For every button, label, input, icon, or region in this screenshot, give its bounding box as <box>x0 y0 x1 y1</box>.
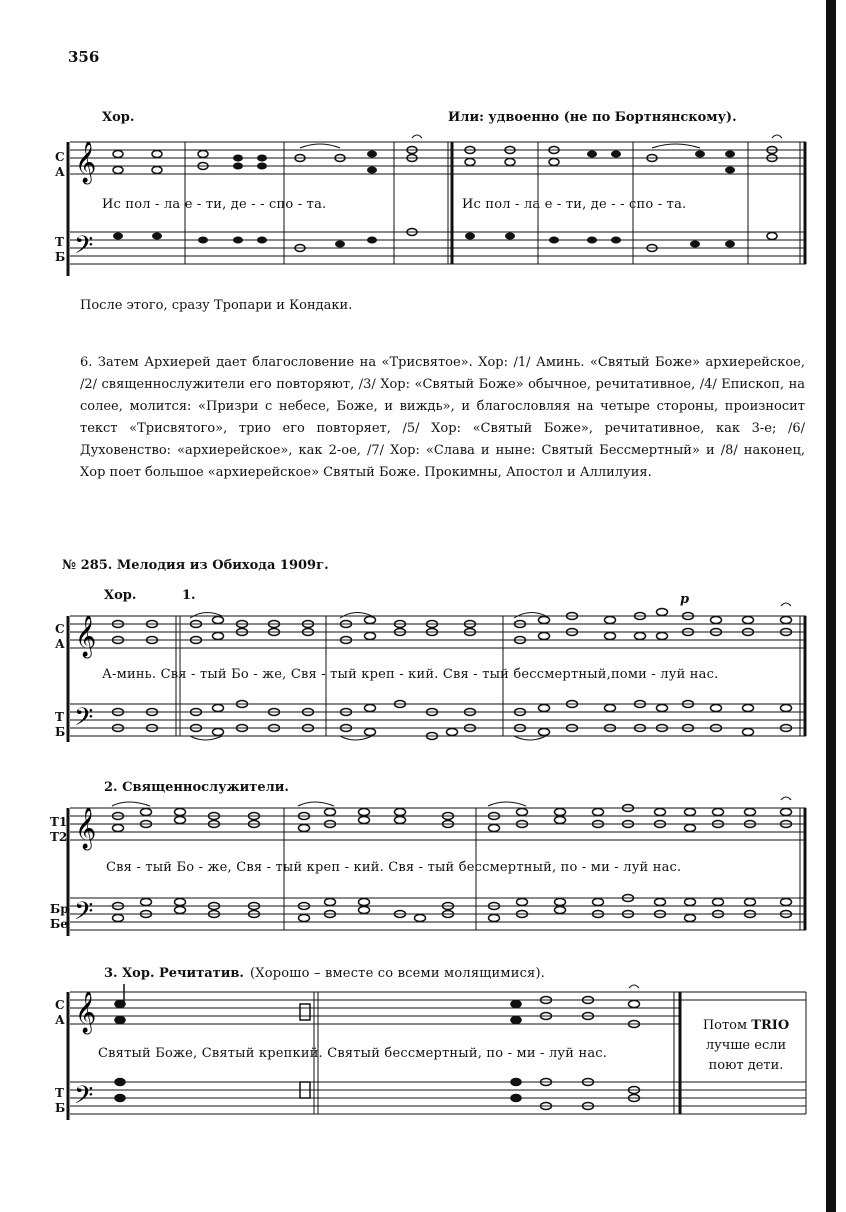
dynamic-marking: p <box>680 592 690 607</box>
trio-note-line1-text: Потом <box>702 1018 752 1033</box>
no285-part-num: 1. <box>182 588 196 603</box>
voice-label-soprano: С <box>55 150 65 164</box>
paragraph-6: 6. Затем Архиерей дает благословение на «Трисвятое». Хор: /1/ Аминь. «Святый Боже» архиерейское, /2/ священнослужители его повторяют, /3/ Хор: «Святый Боже» обычное, речитативное, /4/ Епископ, на солее, молится: «Призри с небесе, Боже, и виждь», и благословляя на четыре стороны, произносит текст «Трисвятого», трио его повторяет, /5/ Хор: «Святый Боже», речитативное, как 3-е; /6/ Духовенство: «архиерейское», как 2-ое, /7/ Хор: «Слава и ныне: Святый Бессмертный» и /8/ наконец, Хор поет большое «архиерейское» Святый Боже. Прокимны, Апостол и Аллилуия. <box>80 355 805 480</box>
lyrics-system1-b: Ис пол - ла е - ти, де - - спо - та. <box>462 197 687 212</box>
voice-label-be: Бе <box>50 917 68 931</box>
voice-label-soprano-285: С <box>55 622 65 636</box>
lyrics-system1-a: Ис пол - ла е - ти, де - - спо - та. <box>102 197 327 212</box>
voice-label-bass-3: Б <box>55 1101 66 1115</box>
trio-note-box <box>688 1016 804 1076</box>
choir-label: Хор. <box>102 110 135 125</box>
voice-label-bass-285: Б <box>55 725 66 739</box>
no285-choir-label: Хор. <box>104 588 137 603</box>
trio-note-line1 <box>688 1016 804 1036</box>
voice-label-tenor-285: Т <box>55 710 64 724</box>
section3-note: (Хорошо – вместе со всеми молящимися). <box>250 966 546 981</box>
page-number: 356 <box>68 48 100 66</box>
svg-text:𝄞: 𝄞 <box>75 808 97 849</box>
alternative-label: Или: удвоенно (не по Бортнянскому). <box>448 110 737 125</box>
voice-label-alto-3: А <box>55 1013 65 1027</box>
section2-label: 2. Священнослужители. <box>104 780 289 795</box>
lyrics-285: А-минь. Свя - тый Бо - же, Свя - тый креп - кий. Свя - тый бессмертный,поми - луй нас. <box>102 667 719 682</box>
trio-note-line2: лучше если <box>705 1038 787 1053</box>
lyrics-section3: Святый Боже, Святый крепкий. Святый бессмертный, по - ми - луй нас. <box>98 1046 608 1061</box>
music-system-2 <box>0 796 846 946</box>
svg-text:𝄢: 𝄢 <box>74 231 94 266</box>
voice-label-t2: Т2 <box>50 830 68 844</box>
voice-label-br: Бр <box>50 902 69 916</box>
svg-text:𝄢: 𝄢 <box>74 897 94 932</box>
voice-label-soprano-3: С <box>55 998 65 1012</box>
lyrics-section2: Свя - тый Бо - же, Свя - тый креп - кий. Свя - тый бессмертный, по - ми - луй нас. <box>106 860 682 875</box>
voice-label-t1: Т1 <box>50 815 68 829</box>
voice-label-alto-285: А <box>55 637 65 651</box>
voice-label-alto: А <box>55 165 65 179</box>
voice-label-tenor-3: Т <box>55 1086 64 1100</box>
svg-text:𝄞: 𝄞 <box>75 142 97 183</box>
voice-label-bass: Б <box>55 250 66 264</box>
svg-text:𝄞: 𝄞 <box>75 616 97 657</box>
trio-note-line1-bold: TRIO <box>751 1018 790 1033</box>
trio-note-line3: поют дети. <box>708 1058 784 1073</box>
after-text: После этого, сразу Тропари и Кондаки. <box>80 298 353 313</box>
section3-label: 3. Хор. Речитатив. <box>104 966 244 981</box>
svg-text:𝄞: 𝄞 <box>75 992 97 1033</box>
svg-text:𝄢: 𝄢 <box>74 1081 94 1116</box>
music-system-285 <box>0 604 846 754</box>
no285-heading: № 285. Мелодия из Обихода 1909г. <box>62 558 329 573</box>
svg-text:𝄢: 𝄢 <box>74 703 94 738</box>
voice-label-tenor: Т <box>55 235 64 249</box>
music-system-1 <box>0 130 846 280</box>
